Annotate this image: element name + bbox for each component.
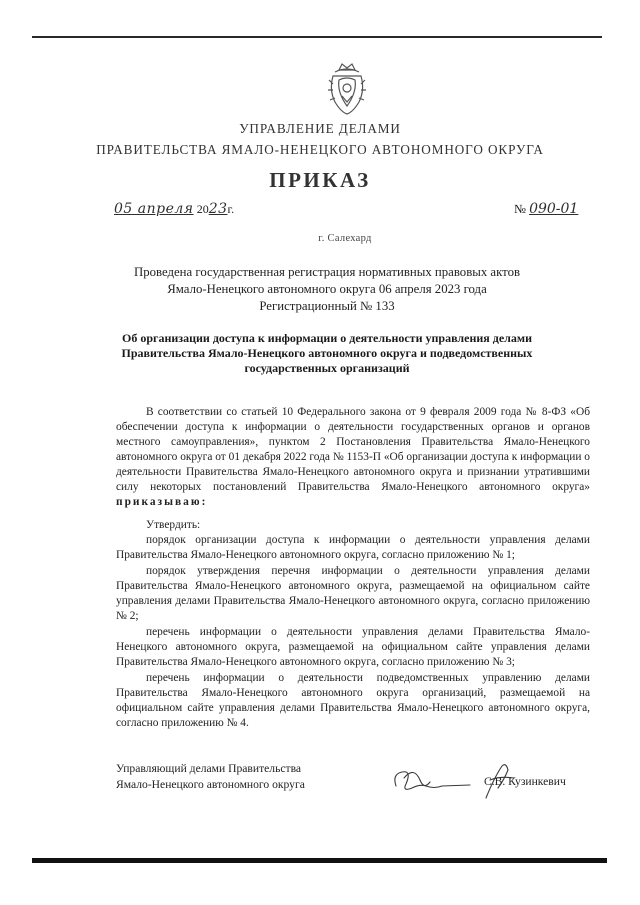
subject-line2: Правительства Ямало-Ненецкого автономного округа и подведомственных bbox=[121, 346, 533, 360]
registration-stamp-line1: Проведена государственная регистрация нормативных правовых актов bbox=[133, 265, 521, 279]
subject-line1: Об организации доступа к информации о деятельности управления делами bbox=[121, 331, 532, 345]
position-line2: Ямало-Ненецкого автономного округа bbox=[116, 778, 305, 791]
city: г. Салехард bbox=[318, 233, 372, 244]
signatory-position bbox=[116, 761, 305, 793]
org-name-line2: ПРАВИТЕЛЬСТВА ЯМАЛО-НЕНЕЦКОГО АВТОНОМНОГО ОКРУГА bbox=[96, 142, 544, 157]
signatory-name: С.В. Кузинкевич bbox=[484, 775, 566, 788]
list-item: перечень информации о деятельности подведомственных управлению делами Правительства Ямало-Ненецкого автономного округа организаций, размещаемой на официальном сайте управления делами Правительства Ямало-Ненецкого автономного округа, согласно приложению № 4. bbox=[116, 672, 590, 729]
approve-text: Утвердить: bbox=[146, 519, 201, 531]
approve-heading bbox=[116, 518, 590, 533]
number-prefix: № bbox=[514, 202, 526, 216]
position-line1: Управляющий делами Правительства bbox=[116, 762, 302, 775]
year-printed: 20 bbox=[196, 202, 209, 216]
list-item: порядок утверждения перечня информации о деятельности управления делами Правительства Ямало-Ненецкого автономного округа, размещаемой на официальном сайте управления делами Правительства Ямало-Ненецкого автономного округа, согласно приложению № 2; bbox=[116, 565, 590, 622]
subject-line3: государственных организаций bbox=[244, 361, 410, 375]
approved-items-list bbox=[116, 533, 590, 732]
preamble-text: В соответствии со статьей 10 Федерального закона от 9 февраля 2009 года № 8-ФЗ «Об обеспечении доступа к информации о деятельности государственных органов и органов местного самоуправления», пунктом 2 Постановления Правительства Ямало-Ненецкого автономного округа от 01 декабря 2022 года № 1153-П «Об организации доступа к информации о деятельности Правительства Ямало-Ненецкого автономного округа и признании утратившими силу некоторых постановлений Правительства Ямало-Ненецкого автономного округа» bbox=[116, 406, 590, 493]
year-suffix: г. bbox=[227, 202, 235, 216]
top-rule bbox=[32, 36, 602, 38]
order-word: приказываю: bbox=[116, 496, 208, 508]
list-item: порядок организации доступа к информации о деятельности управления делами Правительства Ямало-Ненецкого автономного округа, согласно приложению № 1; bbox=[116, 534, 590, 561]
number-handwritten: 090-01 bbox=[529, 201, 579, 217]
registration-stamp-line2: Ямало-Ненецкого автономного округа 06 апреля 2023 года bbox=[167, 282, 487, 296]
preamble-paragraph bbox=[116, 405, 590, 510]
document-number bbox=[514, 201, 578, 217]
coat-of-arms-icon bbox=[325, 62, 369, 116]
list-item: перечень информации о деятельности управления делами Правительства Ямало-Ненецкого автономного округа, размещаемой на официальном сайте управления делами Правительства Ямало-Ненецкого автономного округа, согласно приложению № 3; bbox=[116, 626, 590, 668]
org-name-line1: УПРАВЛЕНИЕ ДЕЛАМИ bbox=[239, 121, 401, 136]
date-handwritten: 05 апреля bbox=[114, 201, 194, 217]
bottom-rule bbox=[32, 858, 607, 863]
document-type-title: ПРИКАЗ bbox=[269, 168, 371, 192]
registration-stamp-line3: Регистрационный № 133 bbox=[259, 299, 395, 313]
document-date bbox=[114, 201, 234, 217]
year-handwritten: 23 bbox=[208, 201, 228, 217]
